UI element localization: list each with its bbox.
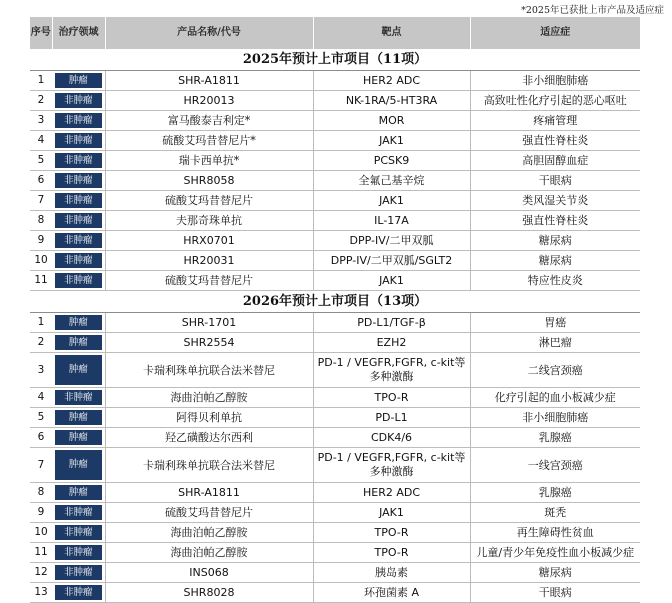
target: IL-17A [313, 211, 470, 231]
product-name: 硫酸艾玛昔替尼片* [105, 131, 313, 151]
row-number: 7 [30, 448, 52, 483]
indication: 强直性脊柱炎 [470, 211, 640, 231]
therapy-area-badge: 非肿瘤 [55, 273, 102, 288]
target: TPO-R [313, 543, 470, 563]
row-number: 10 [30, 523, 52, 543]
indication: 糖尿病 [470, 251, 640, 271]
product-name: SHR8028 [105, 583, 313, 603]
product-name: 硫酸艾玛昔替尼片 [105, 271, 313, 291]
therapy-area-cell [52, 583, 105, 603]
indication: 特应性皮炎 [470, 271, 640, 291]
target: PD-1 / VEGFR,FGFR, c-kit等多种激酶 [313, 353, 470, 388]
therapy-area-badge: 非肿瘤 [55, 585, 102, 600]
row-number: 2 [30, 333, 52, 353]
product-name: 卡瑞利珠单抗联合法米替尼 [105, 353, 313, 388]
therapy-area-cell [52, 333, 105, 353]
target: MOR [313, 111, 470, 131]
therapy-area-badge: 非肿瘤 [55, 233, 102, 248]
row-number: 2 [30, 91, 52, 111]
therapy-area-badge: 肿瘤 [55, 485, 102, 500]
target: JAK1 [313, 131, 470, 151]
therapy-area-cell [52, 448, 105, 483]
header-row [30, 17, 640, 49]
indication: 化疗引起的血小板减少症 [470, 388, 640, 408]
indication: 干眼病 [470, 171, 640, 191]
target: HER2 ADC [313, 71, 470, 91]
therapy-area-cell [52, 231, 105, 251]
target: CDK4/6 [313, 428, 470, 448]
indication: 糖尿病 [470, 231, 640, 251]
header-no: 序号 [30, 17, 52, 49]
indication: 胃癌 [470, 313, 640, 333]
row-number: 6 [30, 171, 52, 191]
section-title-row [30, 291, 640, 313]
row-number: 11 [30, 271, 52, 291]
indication: 高致吐性化疗引起的恶心呕吐 [470, 91, 640, 111]
header-indication: 适应症 [470, 17, 640, 49]
therapy-area-badge: 肿瘤 [55, 355, 102, 385]
table-row [30, 271, 640, 291]
product-name: SHR-1701 [105, 313, 313, 333]
therapy-area-badge: 非肿瘤 [55, 93, 102, 108]
indication: 一线宫颈癌 [470, 448, 640, 483]
header-name: 产品名称/代号 [105, 17, 313, 49]
product-name: SHR2554 [105, 333, 313, 353]
target: TPO-R [313, 523, 470, 543]
indication: 斑秃 [470, 503, 640, 523]
therapy-area-cell [52, 271, 105, 291]
table-row [30, 503, 640, 523]
indication: 糖尿病 [470, 563, 640, 583]
table-row [30, 448, 640, 483]
therapy-area-cell [52, 483, 105, 503]
therapy-area-cell [52, 408, 105, 428]
therapy-area-cell [52, 151, 105, 171]
table-row [30, 333, 640, 353]
indication: 干眼病 [470, 583, 640, 603]
product-name: HRX0701 [105, 231, 313, 251]
product-name: 瑞卡西单抗* [105, 151, 313, 171]
table-row [30, 313, 640, 333]
table-row [30, 171, 640, 191]
therapy-area-badge: 非肿瘤 [55, 113, 102, 128]
row-number: 8 [30, 483, 52, 503]
indication: 儿童/青少年免疫性血小板减少症 [470, 543, 640, 563]
therapy-area-badge: 非肿瘤 [55, 133, 102, 148]
product-name: INS068 [105, 563, 313, 583]
target: JAK1 [313, 271, 470, 291]
row-number: 5 [30, 151, 52, 171]
target: PD-L1 [313, 408, 470, 428]
target: DPP-IV/二甲双胍 [313, 231, 470, 251]
table-row [30, 408, 640, 428]
therapy-area-cell [52, 313, 105, 333]
indication: 非小细胞肺癌 [470, 71, 640, 91]
product-name: HR20013 [105, 91, 313, 111]
target: HER2 ADC [313, 483, 470, 503]
therapy-area-badge: 非肿瘤 [55, 213, 102, 228]
therapy-area-badge: 非肿瘤 [55, 173, 102, 188]
target: PD-L1/TGF-β [313, 313, 470, 333]
indication: 非小细胞肺癌 [470, 408, 640, 428]
product-name: SHR-A1811 [105, 71, 313, 91]
target: DPP-IV/二甲双胍/SGLT2 [313, 251, 470, 271]
product-name: 硫酸艾玛昔替尼片 [105, 503, 313, 523]
row-number: 13 [30, 583, 52, 603]
therapy-area-cell [52, 71, 105, 91]
product-name: 硫酸艾玛昔替尼片 [105, 191, 313, 211]
indication: 二线宫颈癌 [470, 353, 640, 388]
table-row [30, 583, 640, 603]
product-name: 夫那奇珠单抗 [105, 211, 313, 231]
target: TPO-R [313, 388, 470, 408]
indication: 乳腺癌 [470, 483, 640, 503]
target: PCSK9 [313, 151, 470, 171]
row-number: 9 [30, 503, 52, 523]
row-number: 6 [30, 428, 52, 448]
therapy-area-badge: 非肿瘤 [55, 565, 102, 580]
product-name: 卡瑞利珠单抗联合法米替尼 [105, 448, 313, 483]
footnote: *2025年已获批上市产品及适应症 [521, 5, 664, 16]
row-number: 1 [30, 313, 52, 333]
table-body [30, 49, 640, 603]
therapy-area-cell [52, 211, 105, 231]
therapy-area-cell [52, 251, 105, 271]
target: 全氟己基辛烷 [313, 171, 470, 191]
product-name: 海曲泊帕乙醇胺 [105, 523, 313, 543]
table-row [30, 111, 640, 131]
row-number: 7 [30, 191, 52, 211]
table-row [30, 483, 640, 503]
table-row [30, 91, 640, 111]
product-name: 海曲泊帕乙醇胺 [105, 388, 313, 408]
product-name: 羟乙磺酸达尔西利 [105, 428, 313, 448]
therapy-area-badge: 肿瘤 [55, 73, 102, 88]
indication: 再生障碍性贫血 [470, 523, 640, 543]
target: EZH2 [313, 333, 470, 353]
indication: 强直性脊柱炎 [470, 131, 640, 151]
header-area: 治疗领域 [52, 17, 105, 49]
row-number: 10 [30, 251, 52, 271]
table-row [30, 251, 640, 271]
row-number: 9 [30, 231, 52, 251]
table-row [30, 388, 640, 408]
therapy-area-badge: 肿瘤 [55, 450, 102, 480]
table-row [30, 523, 640, 543]
therapy-area-cell [52, 563, 105, 583]
therapy-area-cell [52, 428, 105, 448]
product-name: 海曲泊帕乙醇胺 [105, 543, 313, 563]
section-title: 2026年预计上市项目（13项） [30, 291, 640, 313]
target: JAK1 [313, 503, 470, 523]
indication: 高胆固醇血症 [470, 151, 640, 171]
indication: 乳腺癌 [470, 428, 640, 448]
table-row [30, 151, 640, 171]
table-row [30, 428, 640, 448]
target: NK-1RA/5-HT3RA [313, 91, 470, 111]
table-row [30, 231, 640, 251]
therapy-area-cell [52, 191, 105, 211]
therapy-area-cell [52, 388, 105, 408]
table-row [30, 563, 640, 583]
target: JAK1 [313, 191, 470, 211]
therapy-area-badge: 非肿瘤 [55, 505, 102, 520]
therapy-area-cell [52, 523, 105, 543]
table-row [30, 131, 640, 151]
therapy-area-badge: 肿瘤 [55, 430, 102, 445]
section-title: 2025年预计上市项目（11项） [30, 49, 640, 71]
table-row [30, 211, 640, 231]
row-number: 1 [30, 71, 52, 91]
therapy-area-cell [52, 111, 105, 131]
row-number: 11 [30, 543, 52, 563]
therapy-area-badge: 非肿瘤 [55, 545, 102, 560]
therapy-area-badge: 非肿瘤 [55, 525, 102, 540]
therapy-area-cell [52, 171, 105, 191]
therapy-area-badge: 肿瘤 [55, 335, 102, 350]
target: 胰岛素 [313, 563, 470, 583]
therapy-area-cell [52, 503, 105, 523]
therapy-area-cell [52, 131, 105, 151]
product-name: 富马酸泰吉利定* [105, 111, 313, 131]
indication: 疼痛管理 [470, 111, 640, 131]
product-name: SHR-A1811 [105, 483, 313, 503]
row-number: 8 [30, 211, 52, 231]
row-number: 12 [30, 563, 52, 583]
therapy-area-badge: 非肿瘤 [55, 153, 102, 168]
therapy-area-badge: 非肿瘤 [55, 253, 102, 268]
product-name: 阿得贝利单抗 [105, 408, 313, 428]
table-row [30, 191, 640, 211]
row-number: 3 [30, 111, 52, 131]
pipeline-table [30, 17, 640, 603]
row-number: 3 [30, 353, 52, 388]
header-target: 靶点 [313, 17, 470, 49]
indication: 类风湿关节炎 [470, 191, 640, 211]
table-row [30, 71, 640, 91]
therapy-area-badge: 肿瘤 [55, 315, 102, 330]
row-number: 5 [30, 408, 52, 428]
therapy-area-badge: 非肿瘤 [55, 193, 102, 208]
therapy-area-badge: 肿瘤 [55, 410, 102, 425]
target: 环孢菌素 A [313, 583, 470, 603]
therapy-area-badge: 非肿瘤 [55, 390, 102, 405]
therapy-area-cell [52, 353, 105, 388]
table-row [30, 353, 640, 388]
product-name: HR20031 [105, 251, 313, 271]
target: PD-1 / VEGFR,FGFR, c-kit等多种激酶 [313, 448, 470, 483]
section-title-row [30, 49, 640, 71]
indication: 淋巴瘤 [470, 333, 640, 353]
row-number: 4 [30, 131, 52, 151]
product-name: SHR8058 [105, 171, 313, 191]
therapy-area-cell [52, 91, 105, 111]
row-number: 4 [30, 388, 52, 408]
